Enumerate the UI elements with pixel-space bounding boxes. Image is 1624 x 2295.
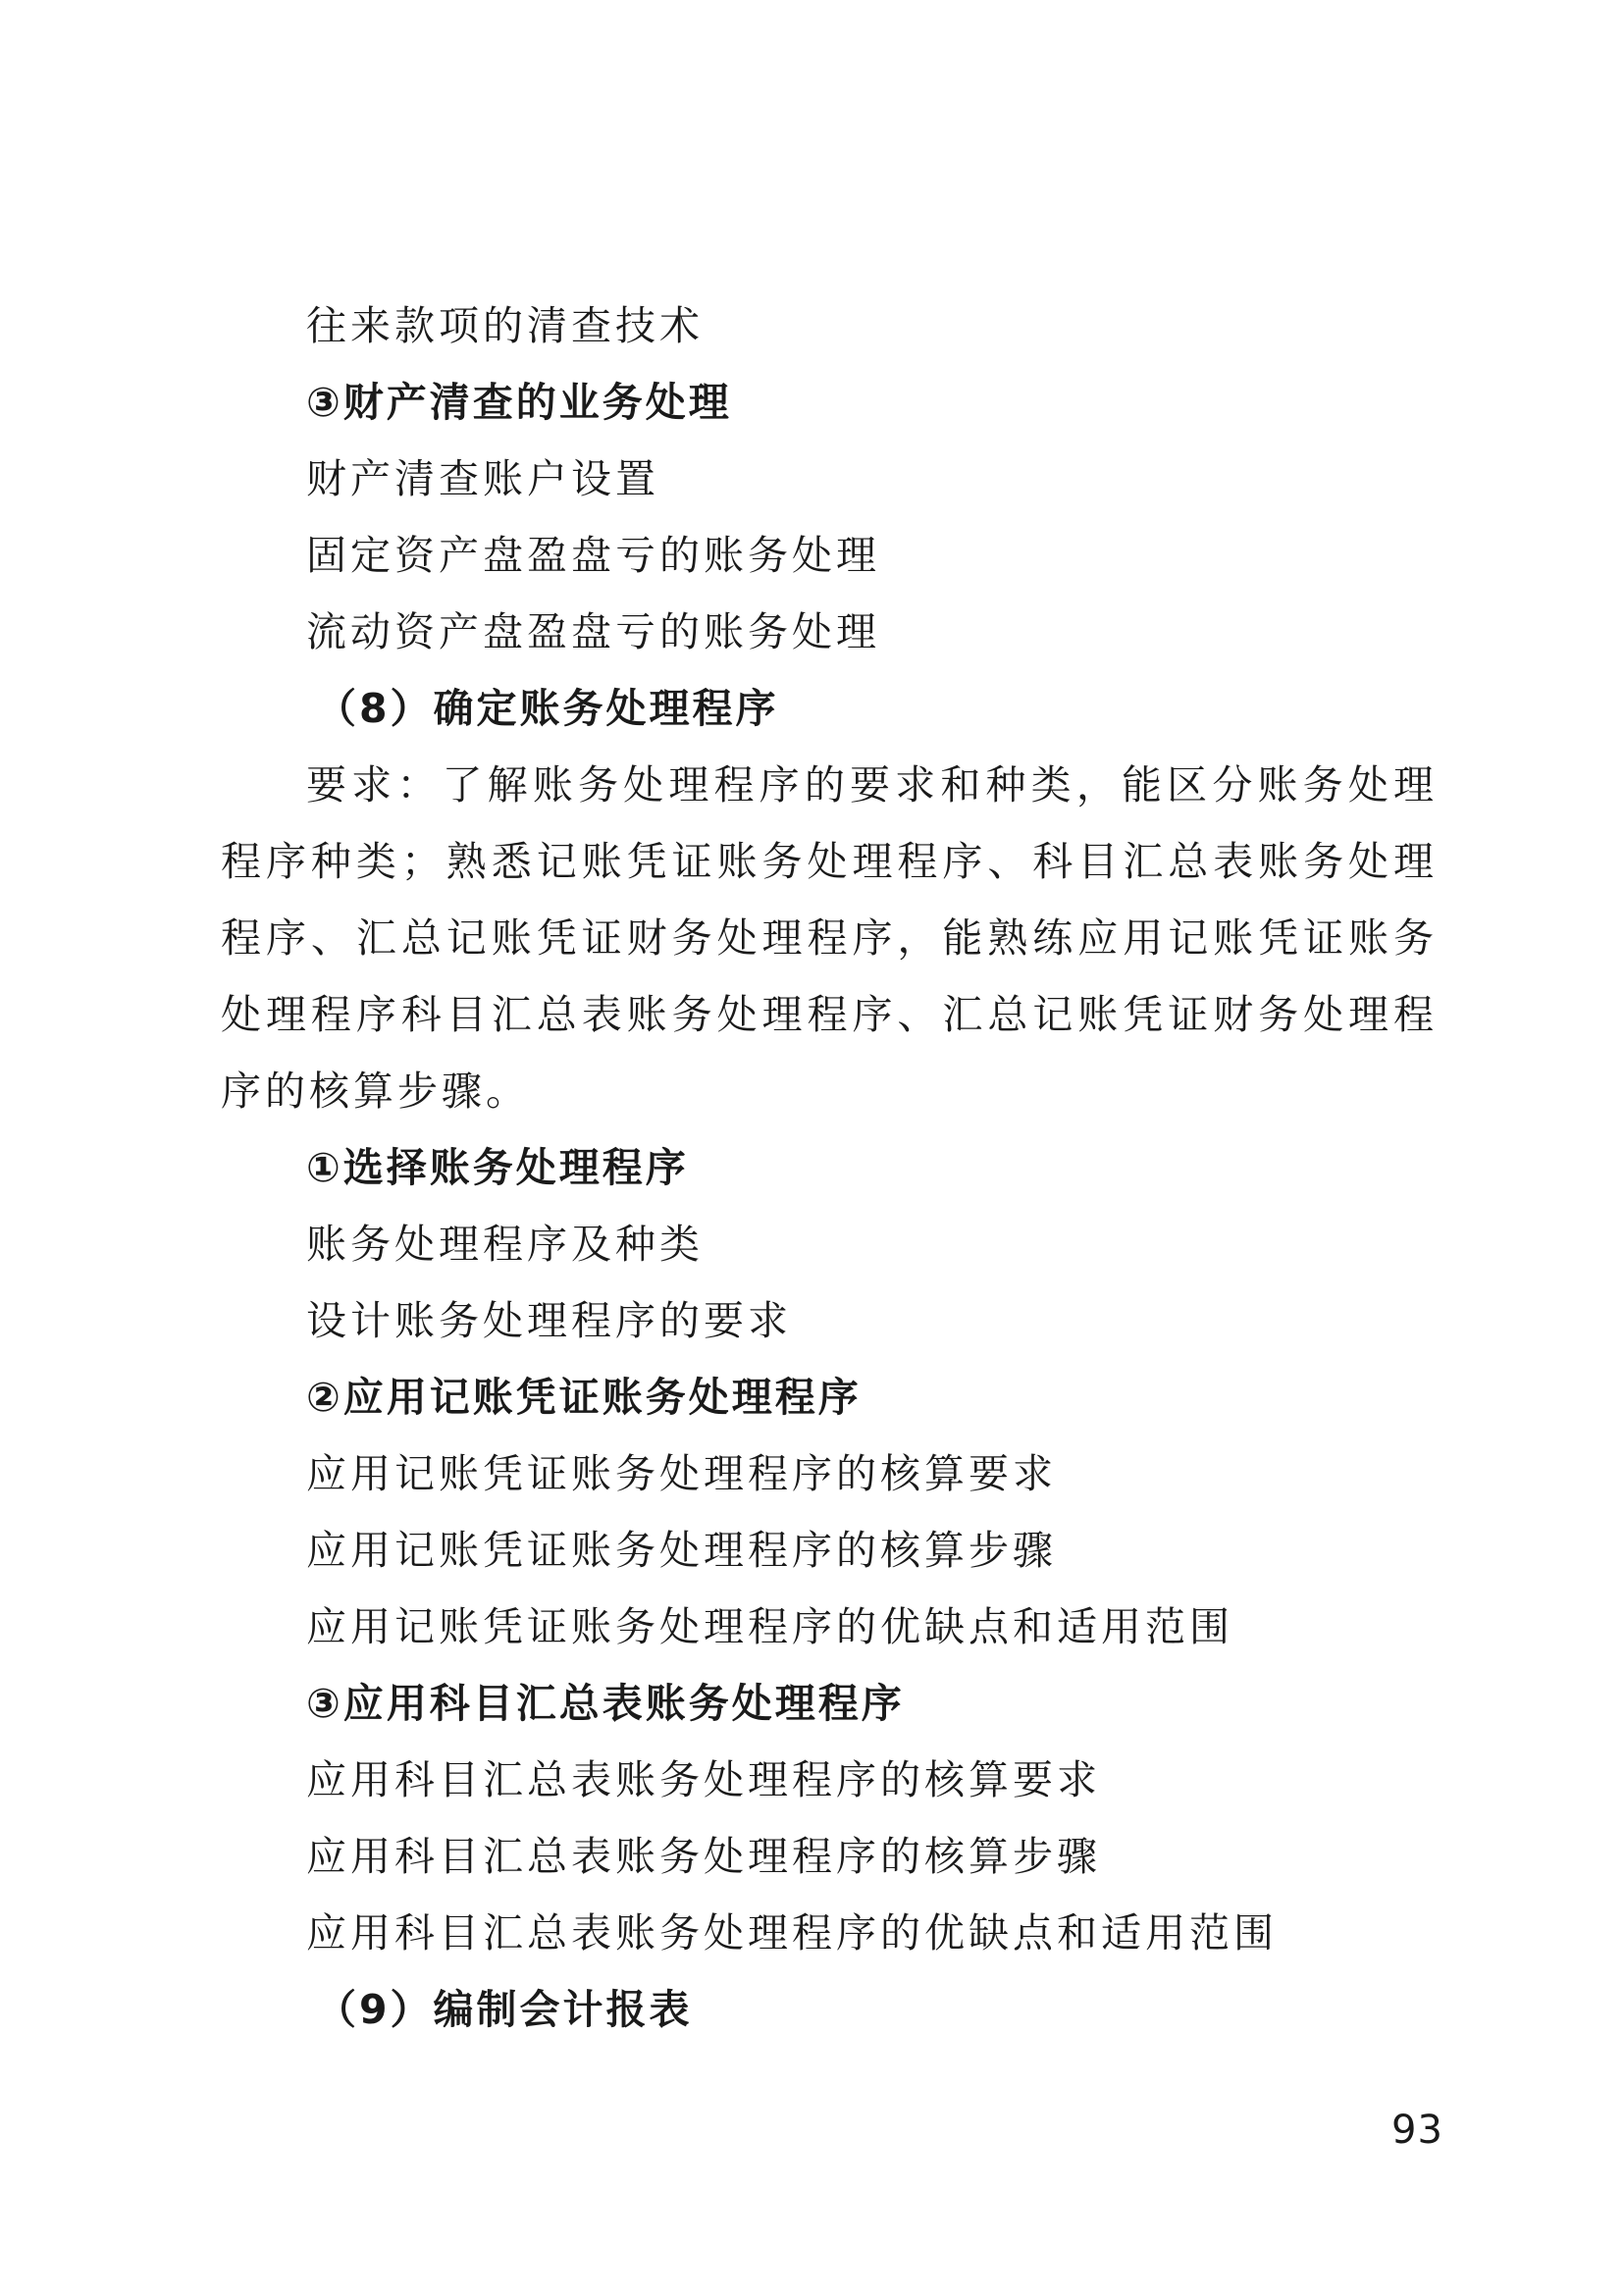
chapter-heading: （9）编制会计报表: [316, 1986, 693, 2033]
text-line: 财产清查账户设置: [306, 455, 659, 502]
text-line: 固定资产盘盈盘亏的账务处理: [306, 532, 880, 579]
requirements-paragraph: 要求：了解账务处理程序的要求和种类，能区分账务处理程序种类；熟悉记账凭证账务处理程序、科目汇总表账务处理程序、汇总记账凭证财务处理程序，能熟练应用记账凭证账务处理程序科目汇总表账务处理程序、汇总记账凭证财务处理程序的核算步骤。: [221, 761, 1438, 1115]
text-line: 往来款项的清查技术: [306, 302, 704, 349]
section-heading: ①选择账务处理程序: [306, 1144, 689, 1191]
text-line: 设计账务处理程序的要求: [306, 1297, 792, 1344]
text-line: 应用记账凭证账务处理程序的核算要求: [306, 1450, 1057, 1497]
section-heading: ③财产清查的业务处理: [306, 379, 732, 426]
page-number: 93: [1391, 2108, 1443, 2153]
text-line: 应用记账凭证账务处理程序的核算步骤: [306, 1527, 1057, 1574]
text-line: 应用记账凭证账务处理程序的优缺点和适用范围: [306, 1603, 1233, 1650]
text-line: 账务处理程序及种类: [306, 1221, 704, 1268]
text-line: 流动资产盘盈盘亏的账务处理: [306, 608, 880, 655]
text-line: 应用科目汇总表账务处理程序的优缺点和适用范围: [306, 1909, 1278, 1956]
text-line: 应用科目汇总表账务处理程序的核算要求: [306, 1756, 1101, 1803]
section-heading: ③应用科目汇总表账务处理程序: [306, 1680, 905, 1727]
section-heading: ②应用记账凭证账务处理程序: [306, 1374, 862, 1421]
text-line: 应用科目汇总表账务处理程序的核算步骤: [306, 1833, 1101, 1880]
chapter-heading: （8）确定账务处理程序: [316, 685, 779, 732]
